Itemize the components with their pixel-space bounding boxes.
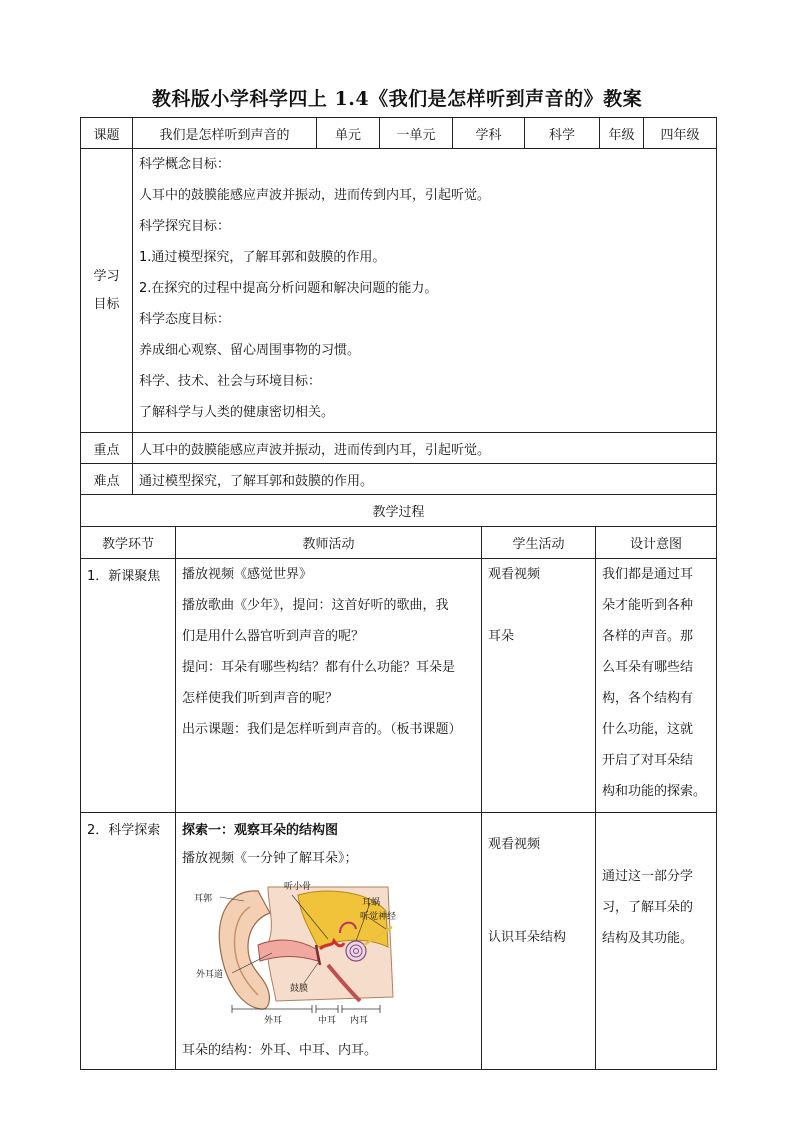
difficulty-row: [81, 464, 717, 495]
step1-intent: [596, 559, 717, 813]
goal-line: 1.通过模型探究，了解耳郭和鼓膜的作用。: [139, 250, 386, 265]
goal-line: 养成细心观察、留心周围事物的习惯。: [139, 343, 361, 358]
step1-student: [482, 559, 596, 813]
label-nerve: 听觉神经: [360, 912, 397, 922]
intent-line: 构和功能的探索。: [602, 784, 707, 799]
intent-line: 习，了解耳朵的: [602, 900, 694, 915]
teaching-process-table: [80, 494, 717, 1070]
goal-line: 人耳中的鼓膜能感应声波并振动，进而传到内耳，引起听觉。: [139, 188, 491, 203]
goal-line: 科学、技术、社会与环境目标：: [139, 374, 322, 389]
step2-row: [81, 813, 717, 1070]
lesson-label: 课题: [81, 118, 133, 149]
teacher-line: 播放歌曲《少年》，提问：这首好听的歌曲，我: [182, 598, 449, 613]
label-auricle: 耳郭: [194, 894, 213, 904]
goals-row: [81, 149, 717, 433]
step1-name: 1．新课聚焦: [81, 559, 176, 813]
intent-line: 我们都是通过耳: [602, 567, 694, 582]
teacher-line: 们是用什么器官听到声音的呢？: [182, 629, 365, 644]
intent-line: 什么功能，这就: [602, 722, 694, 737]
intent-line: 么耳朵有哪些结: [602, 660, 694, 675]
label-ossicles: 听小骨: [284, 882, 312, 892]
intent-line: 开启了对耳朵结: [602, 753, 694, 768]
intent-line: 结构及其功能。: [602, 931, 694, 946]
subject-label: 学科: [453, 118, 525, 149]
teacher-line: 播放视频《感觉世界》: [182, 567, 313, 582]
step2-teacher: [176, 813, 482, 1070]
teacher-line: 出示课题：我们是怎样听到声音的。（板书课题）: [182, 722, 462, 737]
intent-line: 朵才能听到各种: [602, 598, 694, 613]
step1-teacher: [176, 559, 482, 813]
subject-value: 科学: [525, 118, 600, 149]
label-middle-ear: 中耳: [318, 1016, 337, 1026]
key-point-value: 人耳中的鼓膜能感应声波并振动，进而传到内耳，引起听觉。: [133, 433, 717, 464]
grade-value: 四年级: [644, 118, 717, 149]
ear-structure-text: 耳朵的结构：外耳、中耳、内耳。: [182, 1043, 378, 1058]
student-line: 观看视频: [488, 837, 541, 852]
goal-line: 2.在探究的过程中提高分析问题和解决问题的能力。: [139, 281, 438, 296]
goals-label: 学习 目标: [81, 149, 133, 433]
key-point-row: [81, 433, 717, 464]
step2-student: [482, 813, 596, 1070]
header-student: 学生活动: [482, 527, 596, 559]
goal-line: 科学探究目标：: [139, 219, 231, 234]
goal-line: 科学态度目标：: [139, 312, 231, 327]
header-intent: 设计意图: [596, 527, 717, 559]
process-title-row: [81, 495, 717, 527]
header-teacher: 教师活动: [176, 527, 482, 559]
student-line: 耳朵: [488, 629, 515, 644]
goal-line: 科学概念目标：: [139, 157, 231, 172]
video-line: 播放视频《一分钟了解耳朵》；: [182, 851, 358, 866]
label-outer-ear: 外耳: [264, 1016, 283, 1026]
step1-row: [81, 559, 717, 813]
ear-diagram: [188, 877, 408, 1027]
intent-line: 各样的声音。那: [602, 629, 694, 644]
unit-value: 一单元: [380, 118, 453, 149]
lesson-value: 我们是怎样听到声音的: [133, 118, 317, 149]
info-row: [81, 118, 717, 149]
intent-line: 构，各个结构有: [602, 691, 694, 706]
student-line: 认识耳朵结构: [488, 930, 567, 945]
label-inner-ear: 内耳: [350, 1016, 369, 1026]
header-step: 教学环节: [81, 527, 176, 559]
grade-label: 年级: [600, 118, 644, 149]
label-eardrum: 鼓膜: [290, 984, 309, 994]
process-title: 教学过程: [81, 495, 717, 527]
goals-content: [133, 149, 717, 433]
label-cochlea: 耳蜗: [362, 898, 381, 908]
goal-line: 了解科学与人类的健康密切相关。: [139, 405, 335, 420]
student-line: 观看视频: [488, 567, 541, 582]
key-point-label: 重点: [81, 433, 133, 464]
intent-line: 通过这一部分学: [602, 869, 694, 884]
process-header-row: [81, 527, 717, 559]
step2-intent: [596, 813, 717, 1070]
step2-name: 2．科学探索: [81, 813, 176, 1070]
label-canal: 外耳道: [196, 970, 224, 980]
explore-heading: 探索一：观察耳朵的结构图: [182, 823, 339, 838]
document-title: 教科版小学科学四上 1.4《我们是怎样听到声音的》教案: [151, 88, 643, 110]
lesson-info-table: [80, 117, 717, 495]
teacher-line: 提问：耳朵有哪些构结？都有什么功能？耳朵是: [182, 660, 456, 675]
difficulty-value: 通过模型探究，了解耳郭和鼓膜的作用。: [133, 464, 717, 495]
unit-label: 单元: [317, 118, 380, 149]
difficulty-label: 难点: [81, 464, 133, 495]
teacher-line: 怎样使我们听到声音的呢？: [182, 691, 339, 706]
